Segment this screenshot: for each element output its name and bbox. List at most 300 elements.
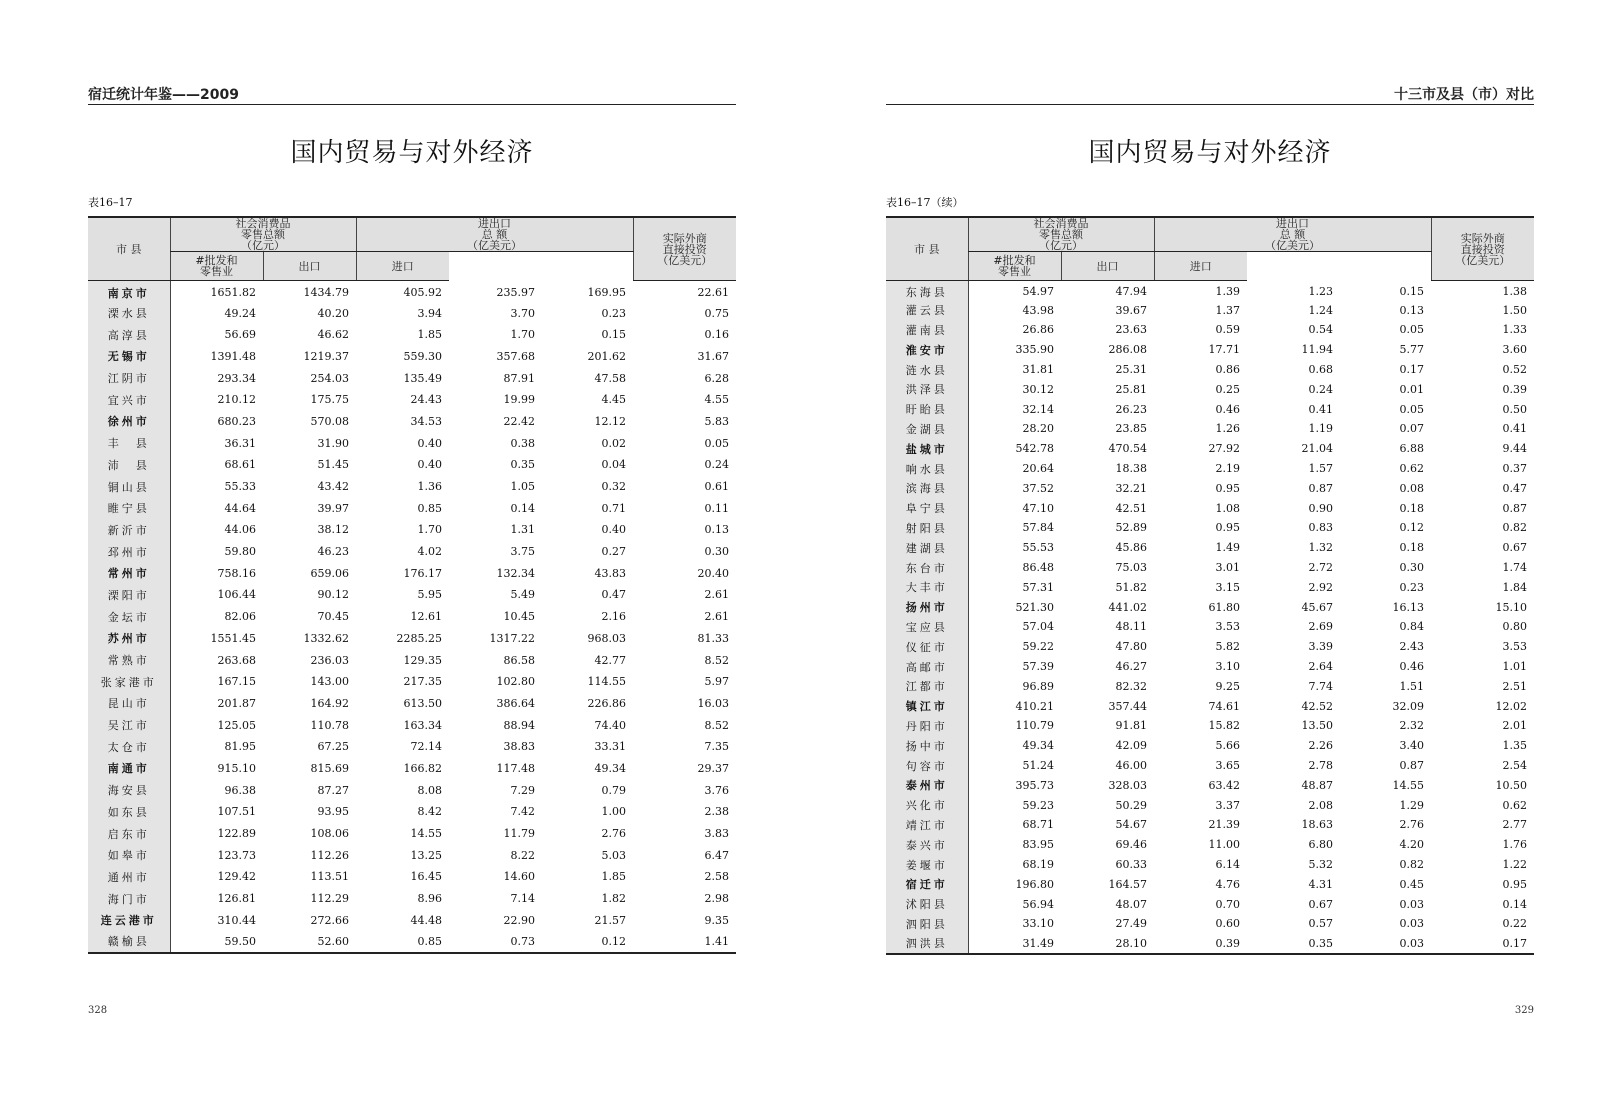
value-cell: 26.86 — [1022, 323, 1054, 337]
value-cell: 0.12 — [1399, 521, 1425, 535]
value-cell: 1.85 — [601, 870, 627, 884]
table-row — [88, 909, 736, 931]
value-cell: 1.70 — [417, 523, 442, 537]
region-name-cell: 东海县 — [886, 281, 968, 301]
value-cell: 52.60 — [317, 934, 349, 948]
value-cell: 57.84 — [1022, 521, 1054, 535]
value-cell: 5.83 — [704, 414, 730, 428]
value-cell: 0.52 — [1502, 363, 1528, 377]
value-cell: 0.15 — [601, 328, 627, 342]
header-region: 市 县 — [886, 217, 968, 281]
value-cell: 680.23 — [217, 414, 256, 428]
value-cell: 0.95 — [1215, 481, 1240, 495]
value-cell: 0.47 — [601, 588, 627, 602]
value-cell: 0.85 — [417, 501, 442, 515]
value-cell: 1.49 — [1215, 541, 1240, 555]
table-row — [886, 281, 1534, 301]
region-name-cell: 盐城市 — [886, 439, 968, 459]
value-cell: 2.54 — [1502, 759, 1528, 773]
data-table — [88, 216, 736, 954]
value-cell: 167.15 — [217, 675, 256, 689]
page-title: 国内贸易与对外经济 — [290, 138, 534, 168]
table-row — [886, 300, 1534, 320]
value-cell: 51.82 — [1115, 580, 1147, 594]
value-cell: 0.30 — [704, 545, 730, 559]
value-cell: 169.95 — [587, 285, 627, 299]
region-name-cell: 无锡市 — [88, 346, 170, 368]
running-head: 十三市及县（市）对比 — [1394, 87, 1534, 103]
value-cell: 0.18 — [1399, 541, 1425, 555]
value-cell: 42.51 — [1115, 501, 1147, 515]
value-cell: 93.95 — [317, 805, 349, 819]
value-cell: 0.82 — [1399, 858, 1425, 871]
value-cell: 16.03 — [697, 696, 730, 710]
region-name-cell: 丰 县 — [88, 432, 170, 454]
value-cell: 0.62 — [1399, 462, 1425, 476]
value-cell: 0.95 — [1215, 521, 1240, 535]
region-name-cell: 南京市 — [88, 281, 170, 303]
table-row — [88, 736, 736, 758]
value-cell: 0.18 — [1399, 501, 1425, 515]
value-cell: 1434.79 — [303, 286, 349, 300]
value-cell: 1219.37 — [303, 349, 349, 363]
table-row — [88, 584, 736, 606]
value-cell: 18.63 — [1301, 818, 1333, 832]
value-cell: 235.97 — [496, 285, 535, 299]
value-cell: 112.26 — [310, 848, 349, 862]
value-cell: 4.20 — [1399, 838, 1425, 852]
value-cell: 310.44 — [217, 913, 256, 927]
value-cell: 96.38 — [224, 783, 256, 797]
table-row — [88, 931, 736, 953]
value-cell: 47.10 — [1022, 501, 1054, 515]
value-cell: 83.95 — [1022, 838, 1054, 852]
region-name-cell: 新沂市 — [88, 519, 170, 541]
value-cell: 5.95 — [417, 588, 442, 602]
table-row — [886, 716, 1534, 736]
value-cell: 23.63 — [1115, 323, 1147, 337]
value-cell: 8.52 — [704, 718, 730, 732]
value-cell: 2.72 — [1308, 561, 1333, 575]
value-cell: 51.45 — [317, 458, 349, 472]
value-cell: 49.34 — [1022, 739, 1054, 753]
value-cell: 126.81 — [217, 892, 256, 906]
value-cell: 52.89 — [1115, 521, 1147, 535]
value-cell: 1.38 — [1502, 285, 1528, 299]
value-cell: 81.33 — [697, 631, 730, 645]
value-cell: 0.12 — [601, 934, 627, 948]
value-cell: 22.61 — [697, 286, 730, 300]
value-cell: 3.40 — [1399, 739, 1425, 753]
value-cell: 29.37 — [697, 761, 730, 775]
region-name-cell: 溧水县 — [88, 302, 170, 324]
value-cell: 1.85 — [417, 328, 442, 342]
value-cell: 43.83 — [594, 566, 627, 580]
region-name-cell: 响水县 — [886, 459, 968, 479]
value-cell: 32.21 — [1115, 481, 1147, 495]
table-row — [886, 478, 1534, 498]
value-cell: 3.37 — [1215, 798, 1240, 812]
value-cell: 8.08 — [417, 783, 442, 797]
table-row — [88, 823, 736, 845]
value-cell: 0.71 — [601, 501, 627, 515]
region-name-cell: 海门市 — [88, 888, 170, 910]
value-cell: 1332.62 — [303, 631, 349, 645]
region-name-cell: 扬州市 — [886, 597, 968, 617]
table-row — [886, 439, 1534, 459]
value-cell: 1.01 — [1502, 660, 1528, 674]
value-cell: 0.73 — [510, 934, 535, 948]
region-name-cell: 启东市 — [88, 823, 170, 845]
left-page — [88, 0, 736, 1099]
value-cell: 0.40 — [601, 523, 627, 537]
value-cell: 57.04 — [1022, 620, 1054, 634]
table-row — [886, 459, 1534, 479]
value-cell: 0.57 — [1308, 917, 1333, 931]
table-row — [88, 346, 736, 368]
value-cell: 0.61 — [704, 480, 730, 494]
value-cell: 613.50 — [403, 696, 442, 710]
value-cell: 132.34 — [496, 566, 535, 580]
value-cell: 1.39 — [1215, 285, 1240, 299]
value-cell: 0.08 — [1399, 481, 1425, 495]
header-import: 进口 — [1154, 252, 1247, 281]
value-cell: 0.14 — [510, 501, 535, 515]
region-name-cell: 睢宁县 — [88, 497, 170, 519]
value-cell: 8.22 — [510, 848, 535, 862]
value-cell: 405.92 — [403, 286, 442, 300]
value-cell: 0.14 — [1502, 897, 1528, 911]
region-name-cell: 邳州市 — [88, 541, 170, 563]
value-cell: 129.35 — [403, 653, 442, 667]
value-cell: 20.40 — [697, 566, 730, 580]
value-cell: 1.33 — [1502, 323, 1528, 337]
value-cell: 1651.82 — [210, 286, 256, 300]
value-cell: 3.65 — [1215, 759, 1240, 773]
region-name-cell: 大丰市 — [886, 577, 968, 597]
value-cell: 42.77 — [594, 653, 627, 667]
value-cell: 19.99 — [503, 393, 535, 407]
value-cell: 5.77 — [1399, 343, 1425, 357]
value-cell: 16.13 — [1392, 600, 1425, 614]
value-cell: 47.80 — [1115, 640, 1147, 654]
value-cell: 0.59 — [1215, 323, 1240, 337]
value-cell: 0.40 — [417, 436, 442, 450]
table-row — [88, 432, 736, 454]
region-name-cell: 宿迁市 — [886, 874, 968, 894]
region-name-cell: 靖江市 — [886, 815, 968, 835]
value-cell: 45.86 — [1115, 541, 1147, 555]
value-cell: 2.16 — [601, 610, 627, 624]
table-row — [88, 671, 736, 693]
value-cell: 44.64 — [224, 501, 256, 515]
value-cell: 34.53 — [410, 414, 442, 428]
value-cell: 0.60 — [1215, 917, 1240, 931]
value-cell: 335.90 — [1015, 343, 1054, 357]
region-name-cell: 盱眙县 — [886, 399, 968, 419]
value-cell: 28.20 — [1022, 422, 1054, 436]
value-cell: 6.47 — [704, 848, 730, 862]
value-cell: 0.03 — [1399, 897, 1425, 911]
region-name-cell: 如东县 — [88, 801, 170, 823]
region-name-cell: 镇江市 — [886, 696, 968, 716]
table-row — [88, 606, 736, 628]
table-row — [886, 914, 1534, 934]
value-cell: 129.42 — [217, 870, 256, 884]
table-row — [886, 934, 1534, 954]
value-cell: 163.34 — [403, 718, 442, 732]
value-cell: 2.61 — [704, 588, 730, 602]
table-row — [88, 866, 736, 888]
value-cell: 82.32 — [1115, 679, 1147, 693]
value-cell: 46.00 — [1115, 759, 1147, 773]
value-cell: 5.03 — [601, 848, 627, 862]
region-name-cell: 泰兴市 — [886, 835, 968, 855]
table-row — [886, 795, 1534, 815]
header-import: 进口 — [356, 252, 449, 281]
table-row — [88, 758, 736, 780]
value-cell: 0.17 — [1399, 363, 1425, 377]
value-cell: 5.97 — [704, 675, 730, 689]
value-cell: 0.41 — [1502, 422, 1528, 436]
value-cell: 217.35 — [403, 675, 442, 689]
region-name-cell: 徐州市 — [88, 411, 170, 433]
region-name-cell: 淮安市 — [886, 340, 968, 360]
value-cell: 0.67 — [1502, 541, 1528, 555]
value-cell: 38.83 — [503, 740, 535, 754]
value-cell: 47.58 — [594, 371, 627, 385]
value-cell: 2.43 — [1399, 640, 1425, 654]
value-cell: 30.12 — [1022, 382, 1054, 396]
value-cell: 67.25 — [317, 740, 349, 754]
region-name-cell: 溧阳市 — [88, 584, 170, 606]
value-cell: 357.68 — [496, 349, 535, 363]
value-cell: 6.28 — [704, 371, 730, 385]
value-cell: 57.39 — [1022, 660, 1054, 674]
value-cell: 37.52 — [1022, 481, 1054, 495]
value-cell: 0.87 — [1502, 501, 1528, 515]
value-cell: 112.29 — [310, 892, 349, 906]
value-cell: 166.82 — [403, 761, 442, 775]
region-name-cell: 高淳县 — [88, 324, 170, 346]
header-fdi: 实际外商 直接投资 （亿美元） — [1431, 217, 1534, 281]
value-cell: 0.54 — [1308, 323, 1333, 337]
value-cell: 1.08 — [1215, 501, 1240, 515]
header-rule — [886, 104, 1534, 105]
region-name-cell: 姜堰市 — [886, 855, 968, 875]
value-cell: 48.07 — [1115, 897, 1147, 911]
value-cell: 106.44 — [217, 588, 256, 602]
table-row — [88, 324, 736, 346]
region-name-cell: 沭阳县 — [886, 894, 968, 914]
value-cell: 0.35 — [510, 458, 535, 472]
region-name-cell: 如皋市 — [88, 844, 170, 866]
value-cell: 1.19 — [1308, 422, 1333, 436]
page-title: 国内贸易与对外经济 — [1088, 138, 1332, 168]
value-cell: 125.05 — [217, 718, 256, 732]
value-cell: 20.64 — [1022, 462, 1054, 476]
value-cell: 386.64 — [496, 696, 535, 710]
table-row — [88, 497, 736, 519]
value-cell: 8.42 — [417, 805, 442, 819]
table-row — [886, 696, 1534, 716]
value-cell: 31.81 — [1022, 363, 1054, 377]
value-cell: 1391.48 — [210, 349, 256, 363]
value-cell: 4.76 — [1215, 877, 1240, 891]
table-row — [88, 389, 736, 411]
value-cell: 14.55 — [1392, 778, 1425, 792]
value-cell: 13.25 — [410, 848, 442, 862]
value-cell: 0.68 — [1308, 363, 1333, 377]
value-cell: 3.53 — [1215, 620, 1240, 634]
table-row — [88, 693, 736, 715]
value-cell: 10.50 — [1495, 778, 1528, 792]
value-cell: 2.92 — [1308, 580, 1333, 594]
table-row — [886, 340, 1534, 360]
table-row — [886, 538, 1534, 558]
header-export: 出口 — [1061, 252, 1154, 281]
value-cell: 272.66 — [310, 913, 349, 927]
right-page — [886, 0, 1534, 1099]
value-cell: 1.57 — [1308, 462, 1333, 476]
value-cell: 107.51 — [217, 805, 256, 819]
value-cell: 328.03 — [1108, 778, 1147, 792]
header-wholesale: #批发和 零售业 — [170, 252, 263, 281]
value-cell: 521.30 — [1015, 600, 1054, 614]
value-cell: 0.83 — [1308, 521, 1333, 535]
value-cell: 3.76 — [704, 783, 730, 797]
value-cell: 96.89 — [1022, 679, 1054, 693]
region-name-cell: 吴江市 — [88, 714, 170, 736]
value-cell: 0.32 — [601, 480, 627, 494]
value-cell: 46.23 — [317, 545, 349, 559]
value-cell: 0.13 — [704, 523, 730, 537]
value-cell: 143.00 — [310, 675, 349, 689]
value-cell: 68.61 — [224, 458, 256, 472]
value-cell: 1.76 — [1502, 838, 1528, 852]
header-retail-total: 社会消费品 零售总额 （亿元） — [968, 217, 1154, 252]
value-cell: 0.62 — [1502, 798, 1528, 812]
value-cell: 2.76 — [601, 827, 627, 841]
region-name-cell: 江阴市 — [88, 367, 170, 389]
region-name-cell: 通州市 — [88, 866, 170, 888]
table-row — [886, 815, 1534, 835]
header-export: 出口 — [263, 252, 356, 281]
value-cell: 11.94 — [1301, 343, 1333, 357]
value-cell: 659.06 — [310, 566, 349, 580]
value-cell: 1.37 — [1215, 303, 1240, 317]
value-cell: 5.66 — [1215, 739, 1240, 753]
value-cell: 3.39 — [1308, 640, 1333, 654]
value-cell: 21.57 — [594, 913, 627, 927]
value-cell: 0.85 — [417, 934, 442, 948]
value-cell: 201.87 — [217, 696, 256, 710]
running-head: 宿迁统计年鉴——2009 — [88, 87, 239, 103]
header-retail-total: 社会消费品 零售总额 （亿元） — [170, 217, 356, 252]
value-cell: 0.39 — [1215, 936, 1240, 950]
value-cell: 0.40 — [417, 458, 442, 472]
value-cell: 7.42 — [510, 805, 535, 819]
value-cell: 2.78 — [1308, 759, 1333, 773]
value-cell: 0.07 — [1399, 422, 1425, 436]
region-name-cell: 宝应县 — [886, 617, 968, 637]
value-cell: 45.67 — [1301, 600, 1333, 614]
value-cell: 122.89 — [217, 827, 256, 841]
value-cell: 175.75 — [310, 393, 349, 407]
region-name-cell: 江都市 — [886, 676, 968, 696]
value-cell: 17.71 — [1208, 343, 1240, 357]
page-number: 329 — [1514, 1005, 1534, 1016]
table-row — [886, 558, 1534, 578]
value-cell: 2.64 — [1308, 660, 1333, 674]
value-cell: 4.31 — [1308, 877, 1333, 891]
table-row — [886, 874, 1534, 894]
value-cell: 43.42 — [317, 480, 349, 494]
table-row — [88, 888, 736, 910]
value-cell: 0.86 — [1215, 363, 1240, 377]
value-cell: 0.05 — [704, 436, 730, 450]
value-cell: 1.51 — [1399, 679, 1425, 693]
value-cell: 0.16 — [704, 328, 730, 342]
table-row — [88, 801, 736, 823]
value-cell: 1.23 — [1308, 284, 1333, 298]
value-cell: 33.31 — [594, 740, 627, 754]
value-cell: 3.70 — [510, 306, 535, 320]
table-row — [88, 541, 736, 563]
value-cell: 60.33 — [1115, 858, 1147, 871]
table-row — [886, 637, 1534, 657]
region-name-cell: 泗洪县 — [886, 934, 968, 954]
value-cell: 1.31 — [510, 523, 535, 537]
value-cell: 11.00 — [1208, 838, 1240, 852]
value-cell: 31.49 — [1022, 936, 1054, 950]
value-cell: 21.04 — [1301, 442, 1333, 456]
value-cell: 201.62 — [587, 349, 627, 363]
value-cell: 40.20 — [317, 306, 349, 320]
value-cell: 51.24 — [1022, 759, 1054, 773]
value-cell: 1317.22 — [489, 631, 535, 645]
table-row — [886, 775, 1534, 795]
value-cell: 0.11 — [704, 501, 730, 515]
value-cell: 59.50 — [224, 934, 256, 948]
value-cell: 0.22 — [1502, 917, 1528, 931]
value-cell: 43.98 — [1022, 303, 1054, 317]
value-cell: 8.52 — [704, 653, 730, 667]
value-cell: 75.03 — [1115, 561, 1147, 575]
table-row — [886, 855, 1534, 875]
table-row — [886, 657, 1534, 677]
value-cell: 1.84 — [1502, 580, 1528, 594]
value-cell: 0.04 — [601, 458, 627, 472]
value-cell: 0.24 — [704, 458, 730, 472]
value-cell: 59.22 — [1022, 640, 1054, 654]
table-row — [886, 736, 1534, 756]
region-name-cell: 射阳县 — [886, 518, 968, 538]
value-cell: 5.82 — [1215, 640, 1240, 654]
value-cell: 123.73 — [217, 848, 256, 862]
value-cell: 0.03 — [1399, 917, 1425, 931]
value-cell: 3.10 — [1215, 660, 1240, 674]
region-name-cell: 常熟市 — [88, 649, 170, 671]
value-cell: 21.39 — [1208, 818, 1240, 832]
header-region: 市 县 — [88, 217, 170, 281]
table-row — [88, 649, 736, 671]
region-name-cell: 泗阳县 — [886, 914, 968, 934]
value-cell: 12.61 — [410, 610, 442, 624]
region-name-cell: 宜兴市 — [88, 389, 170, 411]
value-cell: 0.82 — [1502, 521, 1528, 535]
value-cell: 395.73 — [1015, 778, 1054, 792]
